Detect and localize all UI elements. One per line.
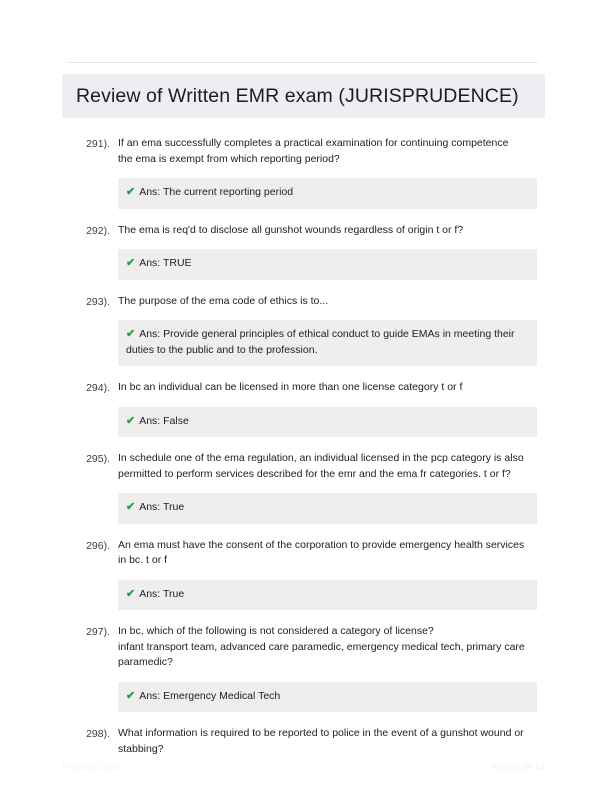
answer-box — [118, 493, 537, 524]
watermark-text: PaperMic.com — [62, 762, 122, 772]
question-text — [118, 136, 537, 167]
green-check-icon: ✔ — [126, 186, 136, 198]
question-text-line: An ema must have the consent of the corporation to provide emergency health services — [118, 538, 525, 551]
green-check-icon: ✔ — [126, 587, 136, 600]
green-check-icon: ✔ — [126, 328, 136, 340]
question-text — [118, 380, 537, 396]
answer-row — [126, 256, 527, 272]
question-text — [118, 538, 537, 569]
question-text-line: in bc. t or f — [118, 554, 168, 566]
answer-row — [126, 414, 527, 430]
answer-text: Ans: Provide general principles of ethical conduct to guide EMAs in meeting their duties to the public and to the profession. — [126, 328, 515, 356]
answer-text: Ans: True — [139, 501, 185, 513]
question-text — [118, 294, 537, 310]
question-list — [0, 136, 606, 771]
header-divider — [68, 62, 538, 63]
question-text-line: If an ema successfully completes a practical examination for continuing competence — [118, 137, 509, 149]
question-item — [0, 294, 606, 367]
question-number: 293). — [86, 295, 110, 308]
answer-box — [118, 580, 537, 611]
document-header — [62, 74, 545, 118]
question-item — [0, 726, 606, 757]
page-title: Review of Written EMR exam (JURISPRUDENCE) — [76, 84, 519, 107]
question-text — [118, 726, 537, 757]
question-text-line: In schedule one of the ema regulation, an individual licensed in the pcp category is also — [118, 452, 524, 464]
question-number: 291). — [86, 138, 110, 150]
question-number: 295). — [86, 453, 110, 465]
question-item — [0, 538, 606, 611]
question-number: 296). — [86, 539, 110, 552]
answer-row — [126, 587, 527, 603]
answer-text: Ans: Emergency Medical Tech — [139, 689, 281, 702]
green-check-icon: ✔ — [126, 689, 136, 702]
question-text — [118, 451, 537, 482]
question-text-line: infant transport team, advanced care paramedic, emergency medical tech, primary care paramedic? — [118, 640, 525, 668]
answer-row — [126, 185, 527, 201]
question-item — [0, 223, 606, 280]
answer-box — [118, 320, 537, 366]
question-text-line: the ema is exempt from which reporting period? — [118, 152, 340, 165]
answer-text: Ans: True — [139, 587, 185, 600]
question-number: 297). — [86, 626, 110, 638]
question-text-line: permitted to perform services described for the emr and the ema fr categories. t or f? — [118, 467, 511, 480]
green-check-icon: ✔ — [126, 257, 136, 269]
answer-text: Ans: TRUE — [139, 257, 192, 269]
question-item — [0, 136, 606, 209]
answer-box — [118, 407, 537, 438]
question-text-line: The purpose of the ema code of ethics is to... — [118, 294, 329, 307]
answer-row — [126, 500, 527, 516]
answer-box — [118, 178, 537, 209]
answer-box — [118, 249, 537, 280]
green-check-icon: ✔ — [126, 414, 136, 427]
question-text-line: What information is required to be reported to police in the event of a gunshot wound or — [118, 727, 524, 739]
question-item — [0, 624, 606, 712]
question-number: 298). — [86, 728, 110, 740]
answer-text: Ans: False — [139, 414, 189, 427]
question-text-line: stabbing? — [118, 742, 164, 755]
question-number: 294). — [86, 382, 110, 394]
question-text-line: In bc an individual can be licensed in more than one license category t or f — [118, 381, 463, 393]
question-text — [118, 624, 537, 671]
question-text-line: The ema is req'd to disclose all gunshot wounds regardless of origin t or f? — [118, 223, 464, 236]
question-text-line: In bc, which of the following is not considered a category of license? — [118, 625, 434, 637]
answer-text: Ans: The current reporting period — [139, 186, 294, 198]
question-number: 292). — [86, 224, 110, 237]
question-item — [0, 451, 606, 524]
page-footer — [0, 762, 606, 778]
question-item — [0, 380, 606, 437]
answer-row — [126, 689, 527, 705]
green-check-icon: ✔ — [126, 501, 136, 513]
page-number: Page 1 of 19 — [491, 762, 545, 773]
answer-box — [118, 682, 537, 713]
answer-row — [126, 327, 527, 358]
question-text — [118, 223, 537, 239]
